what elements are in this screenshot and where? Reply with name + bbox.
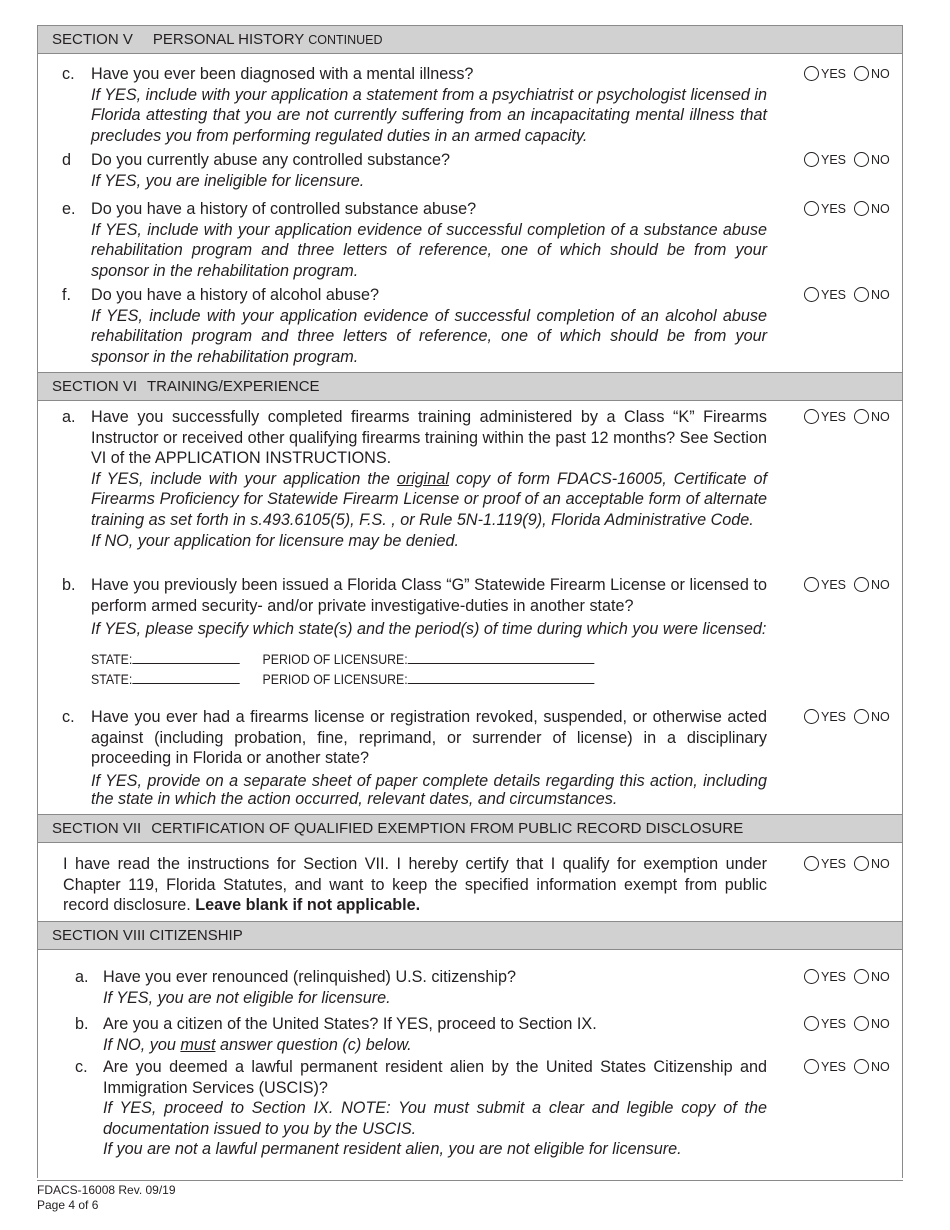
- section-label: SECTION VIII: [52, 927, 146, 944]
- yes-radio[interactable]: [804, 1016, 819, 1031]
- yes-no-group: [804, 1057, 898, 1077]
- question-text: Have you ever renounced (relinquished) U.S. citizenship?: [103, 968, 517, 986]
- question-letter: c.: [62, 708, 75, 726]
- state-label: STATE:: [91, 671, 133, 688]
- question-note: If YES, include with your application evidence of successful completion of a substance abuse rehabilitation program and three letters of reference, one of which should be from your sponsor in the rehabilitation program.: [91, 220, 767, 280]
- question-text: Are you deemed a lawful permanent resident alien by the United States Citizenship and Immigration Services (USCIS)?: [103, 1058, 767, 1097]
- question-letter: a.: [62, 408, 76, 426]
- question-text: Do you have a history of controlled substance abuse?: [91, 200, 477, 218]
- period-label: PERIOD OF LICENSURE:: [262, 650, 408, 667]
- yes-label: YES: [821, 857, 847, 871]
- no-label: NO: [871, 202, 890, 216]
- period-label: PERIOD OF LICENSURE:: [262, 671, 408, 688]
- section-vii-header: [38, 815, 902, 843]
- question-text: Have you successfully completed firearms training administered by a Class “K” Firearms Instructor or received other qualifying firearms training within the past 12 months? See Section VI of the APPLICATION INSTRUCTIONS.: [91, 408, 767, 468]
- yes-label: YES: [821, 1017, 847, 1031]
- question-text: Do you have a history of alcohol abuse?: [91, 286, 379, 304]
- question-note: If YES, include with your application a statement from a psychiatrist or psychologist licensed in Florida attesting that you are not currently suffering from an incapacitating mental illness that precludes you from performing regulated duties in an armed capacity.: [91, 85, 767, 145]
- period-input[interactable]: [408, 650, 595, 664]
- question-note: If YES, include with your application the original copy of form FDACS-16005, Certificate of Firearms Proficiency for Statewide Firearm License or proof of an acceptable form of alternate training as set forth in s.493.6105(5), F.S. , or Rule 5N-1.119(9), Florida Administrative Code.: [91, 469, 767, 529]
- yes-radio[interactable]: [804, 152, 819, 167]
- section-title: CITIZENSHIP: [149, 927, 243, 944]
- question-note: If YES, please specify which state(s) and the period(s) of time during which you were licensed:: [91, 620, 767, 639]
- section-vi-header: [38, 373, 902, 401]
- question-letter: b.: [62, 576, 76, 594]
- yes-radio[interactable]: [804, 66, 819, 81]
- question-text: Have you ever been diagnosed with a mental illness?: [91, 65, 474, 83]
- no-label: NO: [871, 410, 890, 424]
- no-radio[interactable]: [854, 201, 869, 216]
- state-label: STATE:: [91, 650, 133, 667]
- section-v-body: [38, 54, 902, 373]
- yes-label: YES: [821, 202, 847, 216]
- yes-no-group: [804, 285, 898, 305]
- no-label: NO: [871, 970, 890, 984]
- section-vii-body: [38, 843, 902, 922]
- question-note: If NO, your application for licensure may be denied.: [91, 531, 460, 550]
- no-label: NO: [871, 288, 890, 302]
- yes-radio[interactable]: [804, 969, 819, 984]
- yes-label: YES: [821, 970, 847, 984]
- application-form: [37, 25, 903, 1178]
- yes-no-group: [804, 407, 898, 427]
- state-input[interactable]: [132, 670, 239, 684]
- no-label: NO: [871, 710, 890, 724]
- question-note: If YES, you are not eligible for licensure.: [103, 988, 391, 1007]
- section-v-header: [38, 26, 902, 54]
- no-label: NO: [871, 153, 890, 167]
- question-letter: c.: [62, 65, 75, 83]
- section-title: TRAINING/EXPERIENCE: [147, 378, 320, 395]
- no-label: NO: [871, 1060, 890, 1074]
- yes-label: YES: [821, 410, 847, 424]
- section-label: SECTION VII: [52, 820, 142, 837]
- section-suffix: CONTINUED: [308, 33, 383, 47]
- no-radio[interactable]: [854, 409, 869, 424]
- section-title: CERTIFICATION OF QUALIFIED EXEMPTION FROM PUBLIC RECORD DISCLOSURE: [151, 820, 744, 837]
- certification-text: I have read the instructions for Section VII. I hereby certify that I qualify for exemption under Chapter 119, Florida Statutes, and want to keep the specified information exempt from public record disclosure. Leave blank if not applicable.: [63, 855, 767, 915]
- section-title: PERSONAL HISTORY: [152, 31, 305, 48]
- no-label: NO: [871, 1017, 890, 1031]
- yes-radio[interactable]: [804, 577, 819, 592]
- question-letter: d: [62, 151, 72, 169]
- section-vi-body: [38, 401, 902, 815]
- yes-no-group: [804, 150, 898, 170]
- question-text: Do you currently abuse any controlled substance?: [91, 151, 451, 169]
- yes-radio[interactable]: [804, 1059, 819, 1074]
- yes-label: YES: [821, 578, 847, 592]
- yes-label: YES: [821, 710, 847, 724]
- question-letter: c.: [75, 1058, 88, 1076]
- yes-no-group: [804, 575, 898, 595]
- no-radio[interactable]: [854, 577, 869, 592]
- yes-no-group: [804, 707, 898, 727]
- question-note: If YES, proceed to Section IX. NOTE: You must submit a clear and legible copy of the documentation issued to you by the USCIS.: [103, 1099, 767, 1138]
- no-radio[interactable]: [854, 287, 869, 302]
- section-label: SECTION VI: [52, 378, 138, 395]
- question-note: If NO, you must answer question (c) below.: [103, 1035, 412, 1054]
- question-text: Have you previously been issued a Florida Class “G” Statewide Firearm License or licensed to perform armed security- and/or private investigative-duties in another state?: [91, 576, 767, 615]
- form-bottom-border: [37, 1180, 903, 1181]
- underlined-word: original: [396, 469, 450, 488]
- period-input[interactable]: [408, 670, 595, 684]
- no-label: NO: [871, 67, 890, 81]
- question-note: If YES, provide on a separate sheet of paper complete details regarding this action, including the state in which the action occurred, relevant dates, and circumstances.: [91, 771, 767, 808]
- no-radio[interactable]: [854, 969, 869, 984]
- no-radio[interactable]: [854, 856, 869, 871]
- yes-radio[interactable]: [804, 409, 819, 424]
- yes-label: YES: [821, 1060, 847, 1074]
- question-text: Have you ever had a firearms license or registration revoked, suspended, or otherwise acted against (including probation, fine, reprimand, or surrender of license) in a disciplinary proceeding in Florida or another state?: [91, 708, 767, 768]
- no-label: NO: [871, 857, 890, 871]
- yes-radio[interactable]: [804, 856, 819, 871]
- state-rows: [91, 649, 767, 690]
- yes-radio[interactable]: [804, 709, 819, 724]
- question-letter: e.: [62, 200, 76, 218]
- bold-instruction: Leave blank if not applicable.: [195, 896, 421, 915]
- state-row: [91, 649, 686, 670]
- yes-no-group: [804, 854, 898, 874]
- section-viii-header: [38, 922, 902, 950]
- question-note: If YES, you are ineligible for licensure.: [91, 171, 365, 190]
- no-radio[interactable]: [854, 66, 869, 81]
- yes-label: YES: [821, 67, 847, 81]
- yes-label: YES: [821, 153, 847, 167]
- yes-radio[interactable]: [804, 287, 819, 302]
- no-label: NO: [871, 578, 890, 592]
- yes-no-group: [804, 967, 898, 987]
- form-id: FDACS-16008 Rev. 09/19: [37, 1183, 176, 1197]
- yes-radio[interactable]: [804, 201, 819, 216]
- section-label: SECTION V: [52, 31, 133, 48]
- question-letter: a.: [75, 968, 89, 986]
- no-radio[interactable]: [854, 1016, 869, 1031]
- question-letter: b.: [75, 1015, 89, 1033]
- question-note: If YES, include with your application evidence of successful completion of an alcohol abuse rehabilitation program and three letters of reference, one of which should be from your sponsor in the rehabilitation program.: [91, 306, 767, 366]
- state-row: [91, 669, 686, 690]
- no-radio[interactable]: [854, 709, 869, 724]
- page-number: Page 4 of 6: [37, 1198, 99, 1212]
- section-viii-body: [38, 950, 902, 1178]
- yes-no-group: [804, 199, 898, 219]
- no-radio[interactable]: [854, 1059, 869, 1074]
- yes-no-group: [804, 64, 898, 84]
- question-note: If you are not a lawful permanent resident alien, you are not eligible for licensure.: [103, 1140, 682, 1159]
- underlined-word: must: [180, 1035, 216, 1054]
- yes-label: YES: [821, 288, 847, 302]
- question-letter: f.: [62, 286, 71, 304]
- yes-no-group: [804, 1014, 898, 1034]
- page-footer: [37, 1183, 176, 1213]
- no-radio[interactable]: [854, 152, 869, 167]
- question-text: Are you a citizen of the United States? If YES, proceed to Section IX.: [103, 1015, 597, 1033]
- state-input[interactable]: [132, 650, 239, 664]
